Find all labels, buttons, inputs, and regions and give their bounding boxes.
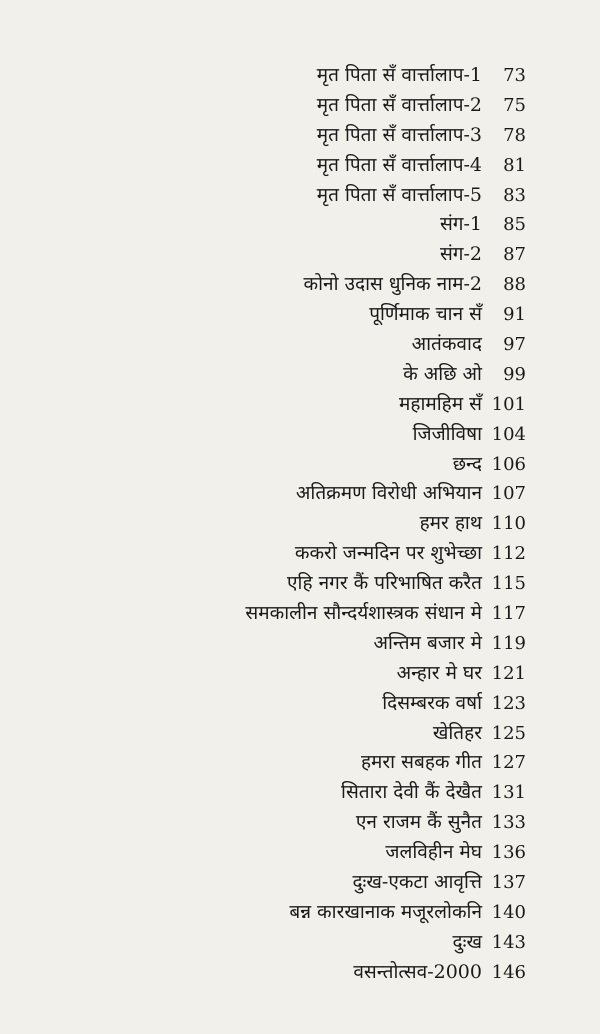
toc-entry-title: संग-2 — [439, 243, 482, 266]
toc-entry-title: मृत पिता सँ वार्त्तालाप-1 — [316, 64, 482, 86]
toc-entry — [0, 748, 600, 778]
toc-entry — [0, 330, 600, 360]
toc-entry-page-number: 87 — [503, 244, 526, 266]
toc-entry-title: दुःख — [452, 930, 482, 953]
toc-entry-title: संग-1 — [439, 213, 482, 236]
toc-entry-title: मृत पिता सँ वार्त्तालाप-4 — [316, 153, 482, 176]
toc-entry-page-number: 101 — [491, 393, 526, 415]
toc-entry — [0, 509, 600, 539]
toc-entry-title: वसन्तोत्सव-2000 — [353, 960, 482, 983]
toc-entry — [0, 390, 600, 420]
toc-entry-title: ककरो जन्मदिन पर शुभेच्छा — [294, 542, 482, 565]
toc-entry-title: एन राजम कैं सुनैत — [355, 811, 482, 834]
toc-entry-page-number: 117 — [491, 603, 526, 625]
toc-entry-title: जलविहीन मेघ — [385, 841, 482, 864]
toc-entry-page-number: 131 — [491, 782, 526, 804]
toc-entry-page-number: 140 — [491, 901, 526, 923]
toc-entry-page-number: 137 — [491, 872, 526, 894]
toc-entry — [0, 778, 600, 808]
toc-entry-title: अतिक्रमण विरोधी अभियान — [295, 482, 482, 505]
toc-entry-title: समकालीन सौन्दर्यशास्त्रक संधान मे — [245, 602, 482, 625]
toc-entry-page-number: 125 — [491, 722, 526, 744]
toc-entry-page-number: 75 — [503, 94, 526, 116]
toc-entry — [0, 91, 600, 121]
toc-entry — [0, 569, 600, 599]
toc-entry — [0, 659, 600, 689]
toc-entry-page-number: 110 — [491, 513, 526, 535]
toc-entry — [0, 181, 600, 211]
toc-entry — [0, 808, 600, 838]
toc-entry-page-number: 85 — [503, 214, 526, 236]
toc-entry-page-number: 91 — [503, 304, 526, 326]
toc-entry — [0, 928, 600, 958]
toc-entry-page-number: 83 — [503, 184, 526, 206]
toc-entry — [0, 300, 600, 330]
toc-entry-title: पूर्णिमाक चान सँ — [369, 303, 482, 326]
toc-entry — [0, 629, 600, 659]
toc-entry — [0, 61, 600, 91]
toc-entry-title: आतंकवाद — [411, 333, 482, 356]
toc-entry-title: मृत पिता सँ वार्त्तालाप-2 — [316, 93, 482, 116]
table-of-contents — [0, 61, 600, 988]
toc-entry-page-number: 97 — [503, 334, 526, 356]
toc-entry-title: दिसम्बरक वर्षा — [382, 691, 482, 714]
toc-entry — [0, 898, 600, 928]
toc-entry-page-number: 123 — [491, 692, 526, 714]
toc-entry-page-number: 136 — [491, 842, 526, 864]
toc-entry-page-number: 88 — [503, 274, 526, 296]
toc-entry-page-number: 119 — [491, 632, 526, 654]
toc-entry-title: सितारा देवी कैं देखैत — [341, 781, 482, 804]
toc-entry-title: हमर हाथ — [419, 512, 482, 535]
toc-entry-page-number: 115 — [491, 573, 526, 595]
toc-entry-page-number: 127 — [491, 752, 526, 774]
toc-entry — [0, 210, 600, 240]
toc-entry — [0, 360, 600, 390]
toc-entry-title: छन्द — [452, 452, 482, 475]
toc-entry-title: जिजीविषा — [412, 422, 482, 445]
toc-entry-title: महामहिम सँ — [399, 392, 482, 415]
toc-entry-title: दुःख-एकटा आवृत्ति — [352, 871, 482, 894]
toc-entry-page-number: 112 — [491, 543, 526, 565]
toc-entry — [0, 420, 600, 450]
toc-entry — [0, 270, 600, 300]
toc-entry-page-number: 99 — [503, 363, 526, 385]
toc-entry-page-number: 143 — [491, 931, 526, 953]
toc-entry — [0, 958, 600, 988]
toc-entry-title: एहि नगर कैं परिभाषित करैत — [287, 572, 482, 595]
toc-entry-page-number: 81 — [503, 154, 526, 176]
toc-entry-page-number: 78 — [503, 124, 526, 146]
toc-entry-page-number: 107 — [491, 483, 526, 505]
toc-entry — [0, 479, 600, 509]
toc-entry-title: के अछि ओ — [403, 362, 482, 385]
toc-entry-page-number: 121 — [491, 662, 526, 684]
toc-entry-page-number: 104 — [491, 423, 526, 445]
toc-entry — [0, 240, 600, 270]
toc-entry-title: मृत पिता सँ वार्त्तालाप-5 — [316, 183, 482, 206]
toc-entry-page-number: 133 — [491, 812, 526, 834]
toc-entry-title: कोनो उदास धुनिक नाम-2 — [303, 273, 482, 296]
toc-entry-title: अन्हार मे घर — [396, 661, 482, 684]
toc-entry-title: खेतिहर — [432, 721, 482, 744]
toc-entry — [0, 689, 600, 719]
toc-entry — [0, 599, 600, 629]
toc-entry-page-number: 146 — [491, 961, 526, 983]
toc-entry — [0, 121, 600, 151]
toc-entry-page-number: 106 — [491, 453, 526, 475]
toc-entry-title: बन्न कारखानाक मजूरलोकनि — [289, 900, 482, 923]
toc-entry-title: अन्तिम बजार मे — [373, 631, 482, 654]
toc-entry-page-number: 73 — [503, 65, 526, 86]
toc-entry — [0, 151, 600, 181]
toc-entry-title: हमरा सबहक गीत — [360, 751, 482, 774]
toc-entry — [0, 719, 600, 749]
toc-entry — [0, 868, 600, 898]
toc-entry — [0, 450, 600, 480]
toc-entry — [0, 539, 600, 569]
toc-entry — [0, 838, 600, 868]
toc-entry-title: मृत पिता सँ वार्त्तालाप-3 — [316, 123, 482, 146]
